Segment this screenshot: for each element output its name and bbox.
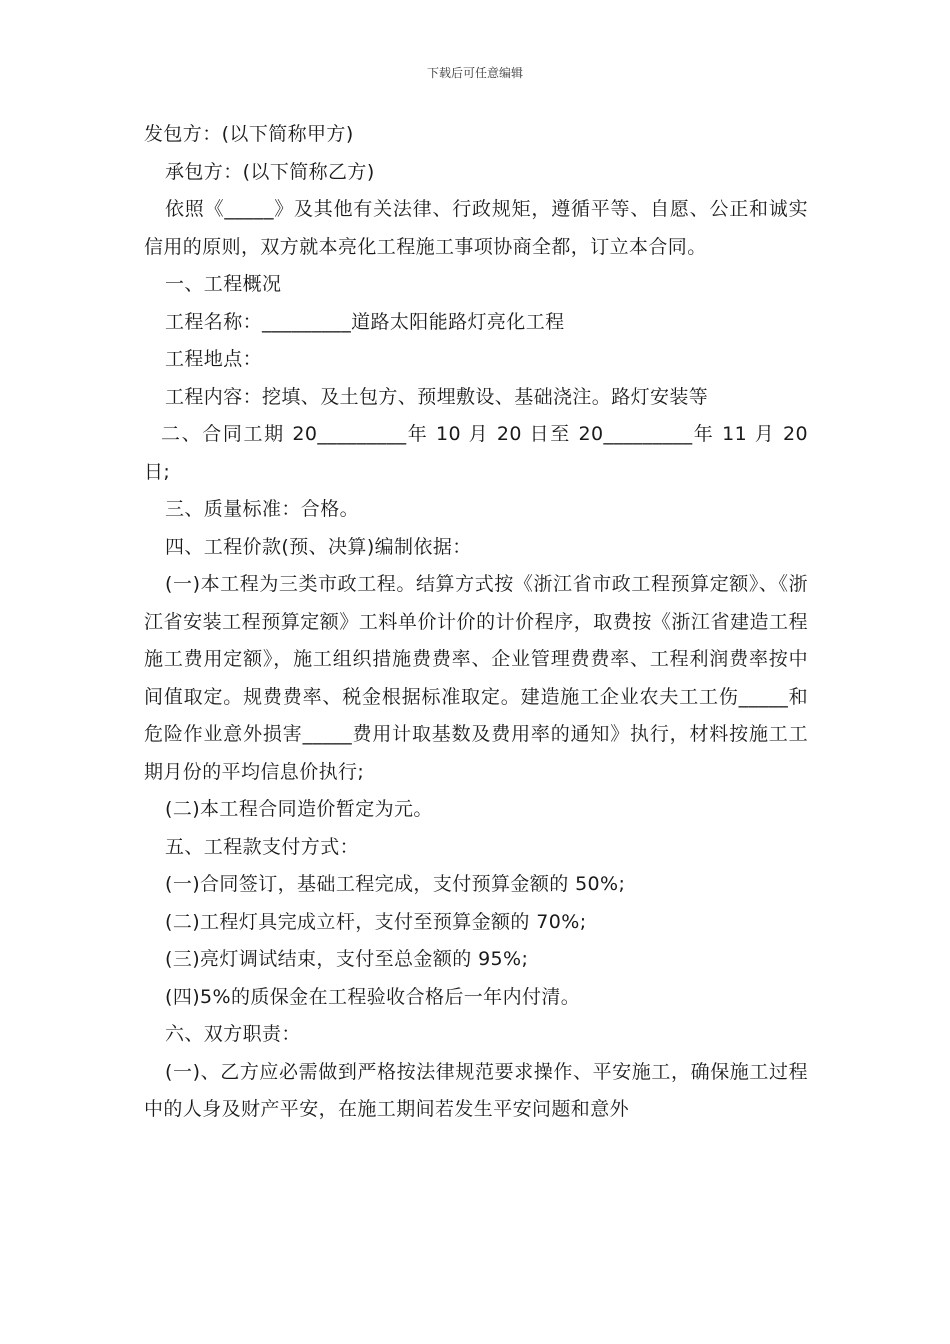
section-heading-pricing-basis: 四、工程价款(预、决算)编制依据： [165, 535, 472, 558]
section-contract-period: 二、合同工期 20_________年 10 月 20 日至 20_________年 11 月 20 日; [144, 423, 808, 483]
section-heading-payment: 五、工程款支付方式： [165, 835, 360, 858]
clause-payment-4: (四)5%的质保金在工程验收合格后一年内付清。 [165, 985, 581, 1008]
clause-party-b: 承包方：(以下简称乙方) [165, 160, 375, 183]
clause-project-name: 工程名称：_________道路太阳能路灯亮化工程 [165, 310, 565, 333]
clause-pricing-basis-1: (一)本工程为三类市政工程。结算方式按《浙江省市政工程预算定额》、《浙江省安装工程预算定额》工料单价计价的计价程序，取费按《浙江省建造工程施工费用定额》，施工组织措施费费率、企业管理费费率、工程利润费率按中间值取定。规费费率、税金根据标准取定。建造施工企业农夫工工伤_____和危险作业意外损害_____费用计取基数及费用率的通知》执行，材料按施工工期月份的平均信息价执行; [144, 573, 808, 783]
contract-body [144, 116, 808, 1129]
clause-project-location: 工程地点： [165, 348, 263, 370]
section-heading-overview: 一、工程概况 [165, 273, 282, 295]
clause-pricing-basis-2: (二)本工程合同造价暂定为元。 [165, 798, 433, 820]
clause-payment-1: (一)合同签订，基础工程完成，支付预算金额的 50%; [165, 873, 626, 895]
clause-project-content: 工程内容：挖填、及土包方、预埋敷设、基础浇注。路灯安装等 [165, 385, 709, 408]
section-quality-standard: 三、质量标准：合格。 [165, 498, 360, 520]
section-heading-responsibilities: 六、双方职责： [165, 1023, 301, 1045]
clause-payment-3: (三)亮灯调试结束，支付至总金额的 95%; [165, 948, 529, 970]
clause-party-a: 发包方：(以下简称甲方) [144, 123, 354, 145]
clause-responsibility-1: (一)、乙方应必需做到严格按法律规范要求操作、平安施工，确保施工过程中的人身及财产平安，在施工期间若发生平安问题和意外 [144, 1060, 808, 1120]
page-header-note: 下载后可任意编辑 [426, 66, 523, 80]
clause-preamble: 依照《_____》及其他有关法律、行政规矩，遵循平等、自愿、公正和诚实信用的原则，双方就本亮化工程施工事项协商全都，订立本合同。 [144, 198, 808, 258]
clause-payment-2: (二)工程灯具完成立杆，支付至预算金额的 70%; [165, 910, 587, 933]
